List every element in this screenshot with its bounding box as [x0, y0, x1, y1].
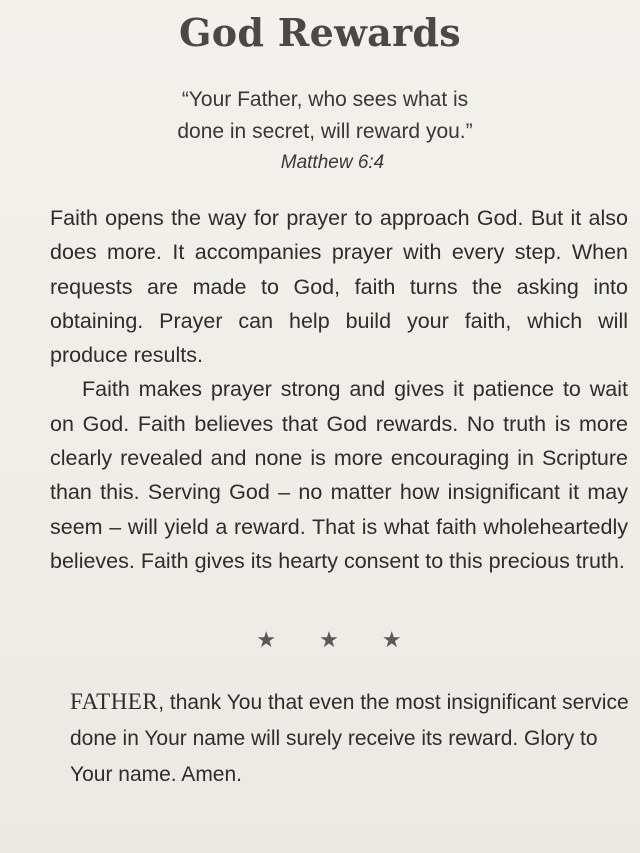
- scripture-reference: Matthew 6:4: [280, 152, 385, 173]
- scripture-quote-line: done in secret, will reward you.”: [177, 120, 473, 143]
- scripture-quote: [0, 84, 640, 148]
- prayer-lead: FATHER: [70, 689, 159, 714]
- body-paragraph: Faith makes prayer strong and gives it patience to wait on God. Faith believes that God rewards. No truth is more clearly revealed and none is more encouraging in Scripture than this. Serving God – no matter how insignificant it may seem – will yield a reward. That is what faith wholeheartedly believes. Faith gives its hearty consent to this precious truth.: [50, 377, 628, 573]
- star-separator: ★ ★ ★: [256, 628, 420, 653]
- prayer: [70, 684, 630, 793]
- body-paragraph: Faith opens the way for prayer to approach God. But it also does more. It accompanies prayer with every step. When requests are made to God, faith turns the asking into obtaining. Prayer can help build your faith, which will produce results.: [50, 206, 628, 368]
- devotional-body: [50, 201, 628, 578]
- page-title: God Rewards: [179, 10, 461, 55]
- scripture-quote-line: “Your Father, who sees what is: [181, 88, 469, 111]
- prayer-text: , thank You that even the most insignificant service done in Your name will surely receive its reward. Glory to Your name. Amen.: [70, 691, 629, 786]
